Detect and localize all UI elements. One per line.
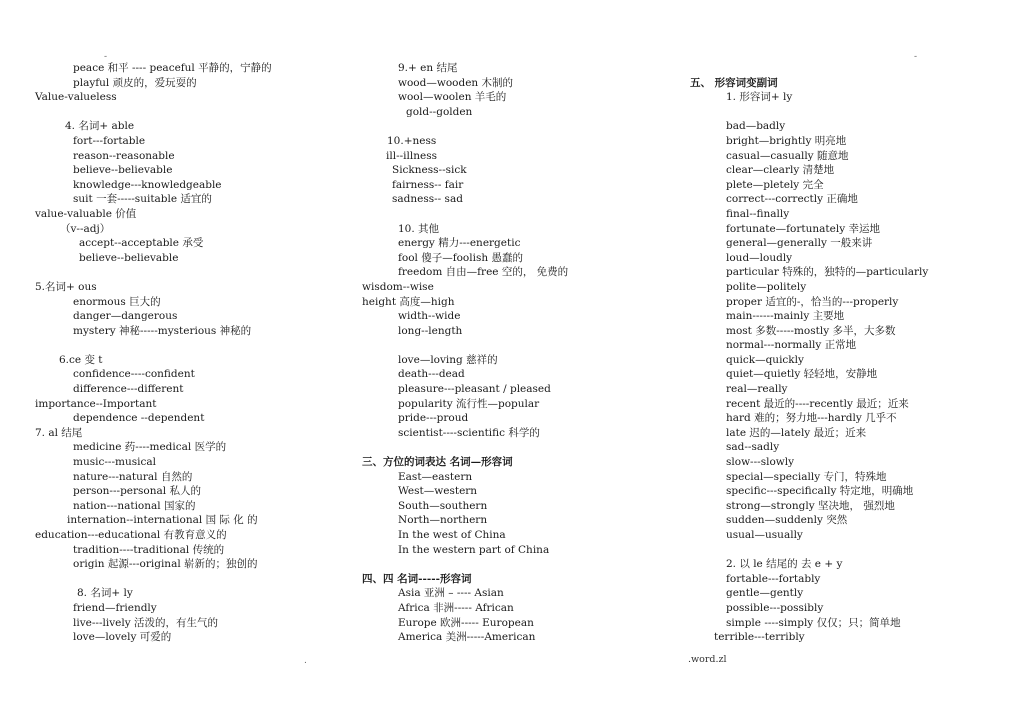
- document-line: dependence --dependent: [73, 412, 205, 425]
- document-line: fortable---fortably: [726, 572, 821, 585]
- document-line: reason--reasonable: [73, 149, 175, 162]
- document-line: death---dead: [398, 368, 465, 381]
- document-line: main------mainly 主要地: [726, 310, 845, 323]
- document-line: suit 一套-----suitable 适宜的: [73, 193, 212, 206]
- section-heading: 五、 形容词变副词: [690, 76, 778, 89]
- document-line: [690, 61, 990, 76]
- document-line: clear—clearly 清楚地: [726, 164, 835, 177]
- document-line: wool—woolen 羊毛的: [398, 91, 507, 104]
- document-line: playful 顽皮的，爱玩耍的: [73, 76, 197, 89]
- document-line: [690, 543, 990, 558]
- document-line: love—loving 慈祥的: [398, 353, 498, 366]
- document-line: [35, 572, 335, 587]
- page-mark-top-left: -: [104, 52, 108, 62]
- document-line: In the western part of China: [398, 543, 550, 556]
- document-line: North—northern: [398, 514, 488, 527]
- document-line: recent 最近的----recently 最近；近来: [726, 397, 909, 410]
- document-line: peace 和平 ---- peaceful 平静的，宁静的: [73, 62, 272, 74]
- document-line: West—western: [398, 485, 478, 498]
- document-line: [362, 207, 662, 222]
- document-line: Asia 亚洲 – ---- Asian: [398, 587, 504, 600]
- document-line: nature---natural 自然的: [73, 470, 193, 483]
- section-heading: 四、四 名词-----形容词: [362, 572, 472, 585]
- document-line: believe--believable: [73, 164, 173, 177]
- document-line: difference---different: [73, 383, 184, 396]
- document-line: importance--Important: [35, 397, 157, 410]
- document-line: simple ----simply 仅仅；只；简单地: [726, 616, 901, 629]
- document-line: danger—dangerous: [73, 310, 178, 323]
- document-line: freedom 自由—free 空的， 免费的: [398, 266, 569, 279]
- column-left: [35, 61, 335, 645]
- document-line: friend—friendly: [73, 601, 157, 614]
- document-line: quick—quickly: [726, 353, 804, 366]
- document-line: slow---slowly: [726, 456, 795, 469]
- document-line: wood—wooden 木制的: [398, 76, 514, 89]
- document-line: energy 精力---energetic: [398, 237, 521, 250]
- document-line: enormous 巨大的: [73, 295, 161, 308]
- document-line: [362, 338, 662, 353]
- document-line: sadness-- sad: [392, 193, 463, 206]
- document-line: bad—badly: [726, 120, 786, 133]
- document-line: gold--golden: [406, 105, 473, 118]
- document-line: height 高度—high: [362, 295, 455, 308]
- document-line: Value-valueless: [35, 91, 117, 104]
- document-line: East—eastern: [398, 470, 473, 483]
- document-line: [35, 338, 335, 353]
- document-line: fool 傻子—foolish 愚蠢的: [398, 251, 523, 264]
- document-line: confidence----confident: [73, 368, 195, 381]
- document-line: （v--adj）: [60, 222, 111, 235]
- document-line: most 多数-----mostly 多半，大多数: [726, 324, 896, 337]
- document-line: Africa 非洲----- African: [398, 601, 514, 614]
- document-line: pride---proud: [398, 412, 469, 425]
- document-line: long--length: [398, 324, 463, 337]
- document-line: 9.+ en 结尾: [398, 62, 458, 74]
- document-line: 1. 形容词+ ly: [726, 91, 793, 104]
- document-line: South—southern: [398, 499, 488, 512]
- document-line: scientist----scientific 科学的: [398, 426, 540, 439]
- document-line: wisdom--wise: [362, 280, 434, 293]
- document-line: knowledge---knowledgeable: [73, 178, 222, 191]
- document-line: gentle—gently: [726, 587, 804, 600]
- document-line: internation--international 国 际 化 的: [67, 514, 258, 527]
- page-mark-top-right: -: [914, 52, 918, 62]
- document-line: In the west of China: [398, 529, 506, 541]
- document-line: [35, 105, 335, 120]
- document-line: education---educational 有教育意义的: [35, 529, 227, 541]
- document-line: correct---correctly 正确地: [726, 193, 858, 206]
- section-heading: 三、方位的词表达 名词—形容词: [362, 456, 513, 469]
- document-line: casual—casually 随意地: [726, 149, 849, 162]
- document-line: popularity 流行性—popular: [398, 397, 540, 410]
- document-line: quiet—quietly 轻轻地，安静地: [726, 368, 878, 381]
- document-line: origin 起源---original 崭新的；独创的: [73, 558, 258, 571]
- document-line: real—really: [726, 383, 788, 396]
- document-line: usual—usually: [726, 529, 803, 541]
- document-line: 8. 名词+ ly: [77, 587, 133, 600]
- document-line: strong—strongly 坚决地， 强烈地: [726, 499, 895, 512]
- document-line: mystery 神秘-----mysterious 神秘的: [73, 324, 252, 337]
- document-line: hard 难的；努力地---hardly 几乎不: [726, 412, 897, 425]
- column-right: [690, 61, 990, 645]
- document-line: width--wide: [398, 310, 461, 323]
- document-line: live---lively 活泼的，有生气的: [73, 616, 218, 629]
- document-line: sad--sadly: [726, 441, 780, 454]
- document-line: [362, 557, 662, 572]
- column-middle: [362, 61, 662, 645]
- document-line: late 迟的—lately 最近；近来: [726, 426, 867, 439]
- document-line: value-valuable 价值: [35, 207, 137, 220]
- document-line: general—generally 一般来讲: [726, 237, 873, 250]
- document-line: believe--believable: [79, 251, 179, 264]
- document-line: 10.+ness: [387, 134, 437, 147]
- document-line: 10. 其他: [398, 222, 440, 235]
- document-line: [362, 119, 662, 134]
- document-line: final--finally: [726, 207, 790, 220]
- document-line: 2. 以 le 结尾的 去 e + y: [726, 558, 843, 571]
- document-line: normal---normally 正常地: [726, 339, 857, 352]
- document-line: 4. 名词+ able: [65, 120, 135, 133]
- document-line: nation---national 国家的: [73, 499, 196, 512]
- document-line: accept--acceptable 承受: [79, 237, 204, 250]
- document-line: polite—politely: [726, 280, 807, 293]
- document-line: 7. al 结尾: [35, 426, 83, 439]
- page-mark-bottom: .: [304, 656, 307, 666]
- document-line: 6.ce 变 t: [59, 353, 103, 366]
- document-line: proper 适宜的-，恰当的---properly: [726, 295, 899, 308]
- document-line: 5.名词+ ous: [35, 280, 97, 293]
- document-line: sudden—suddenly 突然: [726, 514, 848, 527]
- document-line: [35, 265, 335, 280]
- document-line: pleasure---pleasant / pleased: [398, 383, 551, 396]
- document-line: [362, 440, 662, 455]
- document-line: ill--illness: [386, 149, 437, 162]
- document-line: loud—loudly: [726, 251, 793, 264]
- document-line: fairness-- fair: [392, 178, 464, 191]
- document-line: plete—pletely 完全: [726, 178, 824, 191]
- document-line: Sickness--sick: [392, 164, 467, 177]
- document-line: Europe 欧洲----- European: [398, 616, 534, 629]
- document-line: love—lovely 可爱的: [73, 631, 172, 644]
- document-line: fort---fortable: [73, 134, 146, 147]
- document-line: bright—brightly 明亮地: [726, 134, 847, 147]
- document-line: specific---specifically 特定地，明确地: [726, 485, 914, 498]
- document-line: special—specially 专门，特殊地: [726, 470, 887, 483]
- document-line: [690, 105, 990, 120]
- document-line: fortunate—fortunately 幸运地: [726, 222, 880, 235]
- document-line: particular 特殊的，独特的—particularly: [726, 266, 929, 279]
- document-line: tradition----traditional 传统的: [73, 543, 225, 556]
- document-line: America 美洲-----American: [398, 631, 536, 644]
- document-line: medicine 药----medical 医学的: [73, 441, 227, 454]
- document-line: person---personal 私人的: [73, 485, 201, 498]
- document-line: music---musical: [73, 456, 156, 469]
- page-footer: .word.zl: [688, 654, 727, 665]
- document-line: possible---possibly: [726, 601, 824, 614]
- document-line: terrible---terribly: [714, 631, 805, 644]
